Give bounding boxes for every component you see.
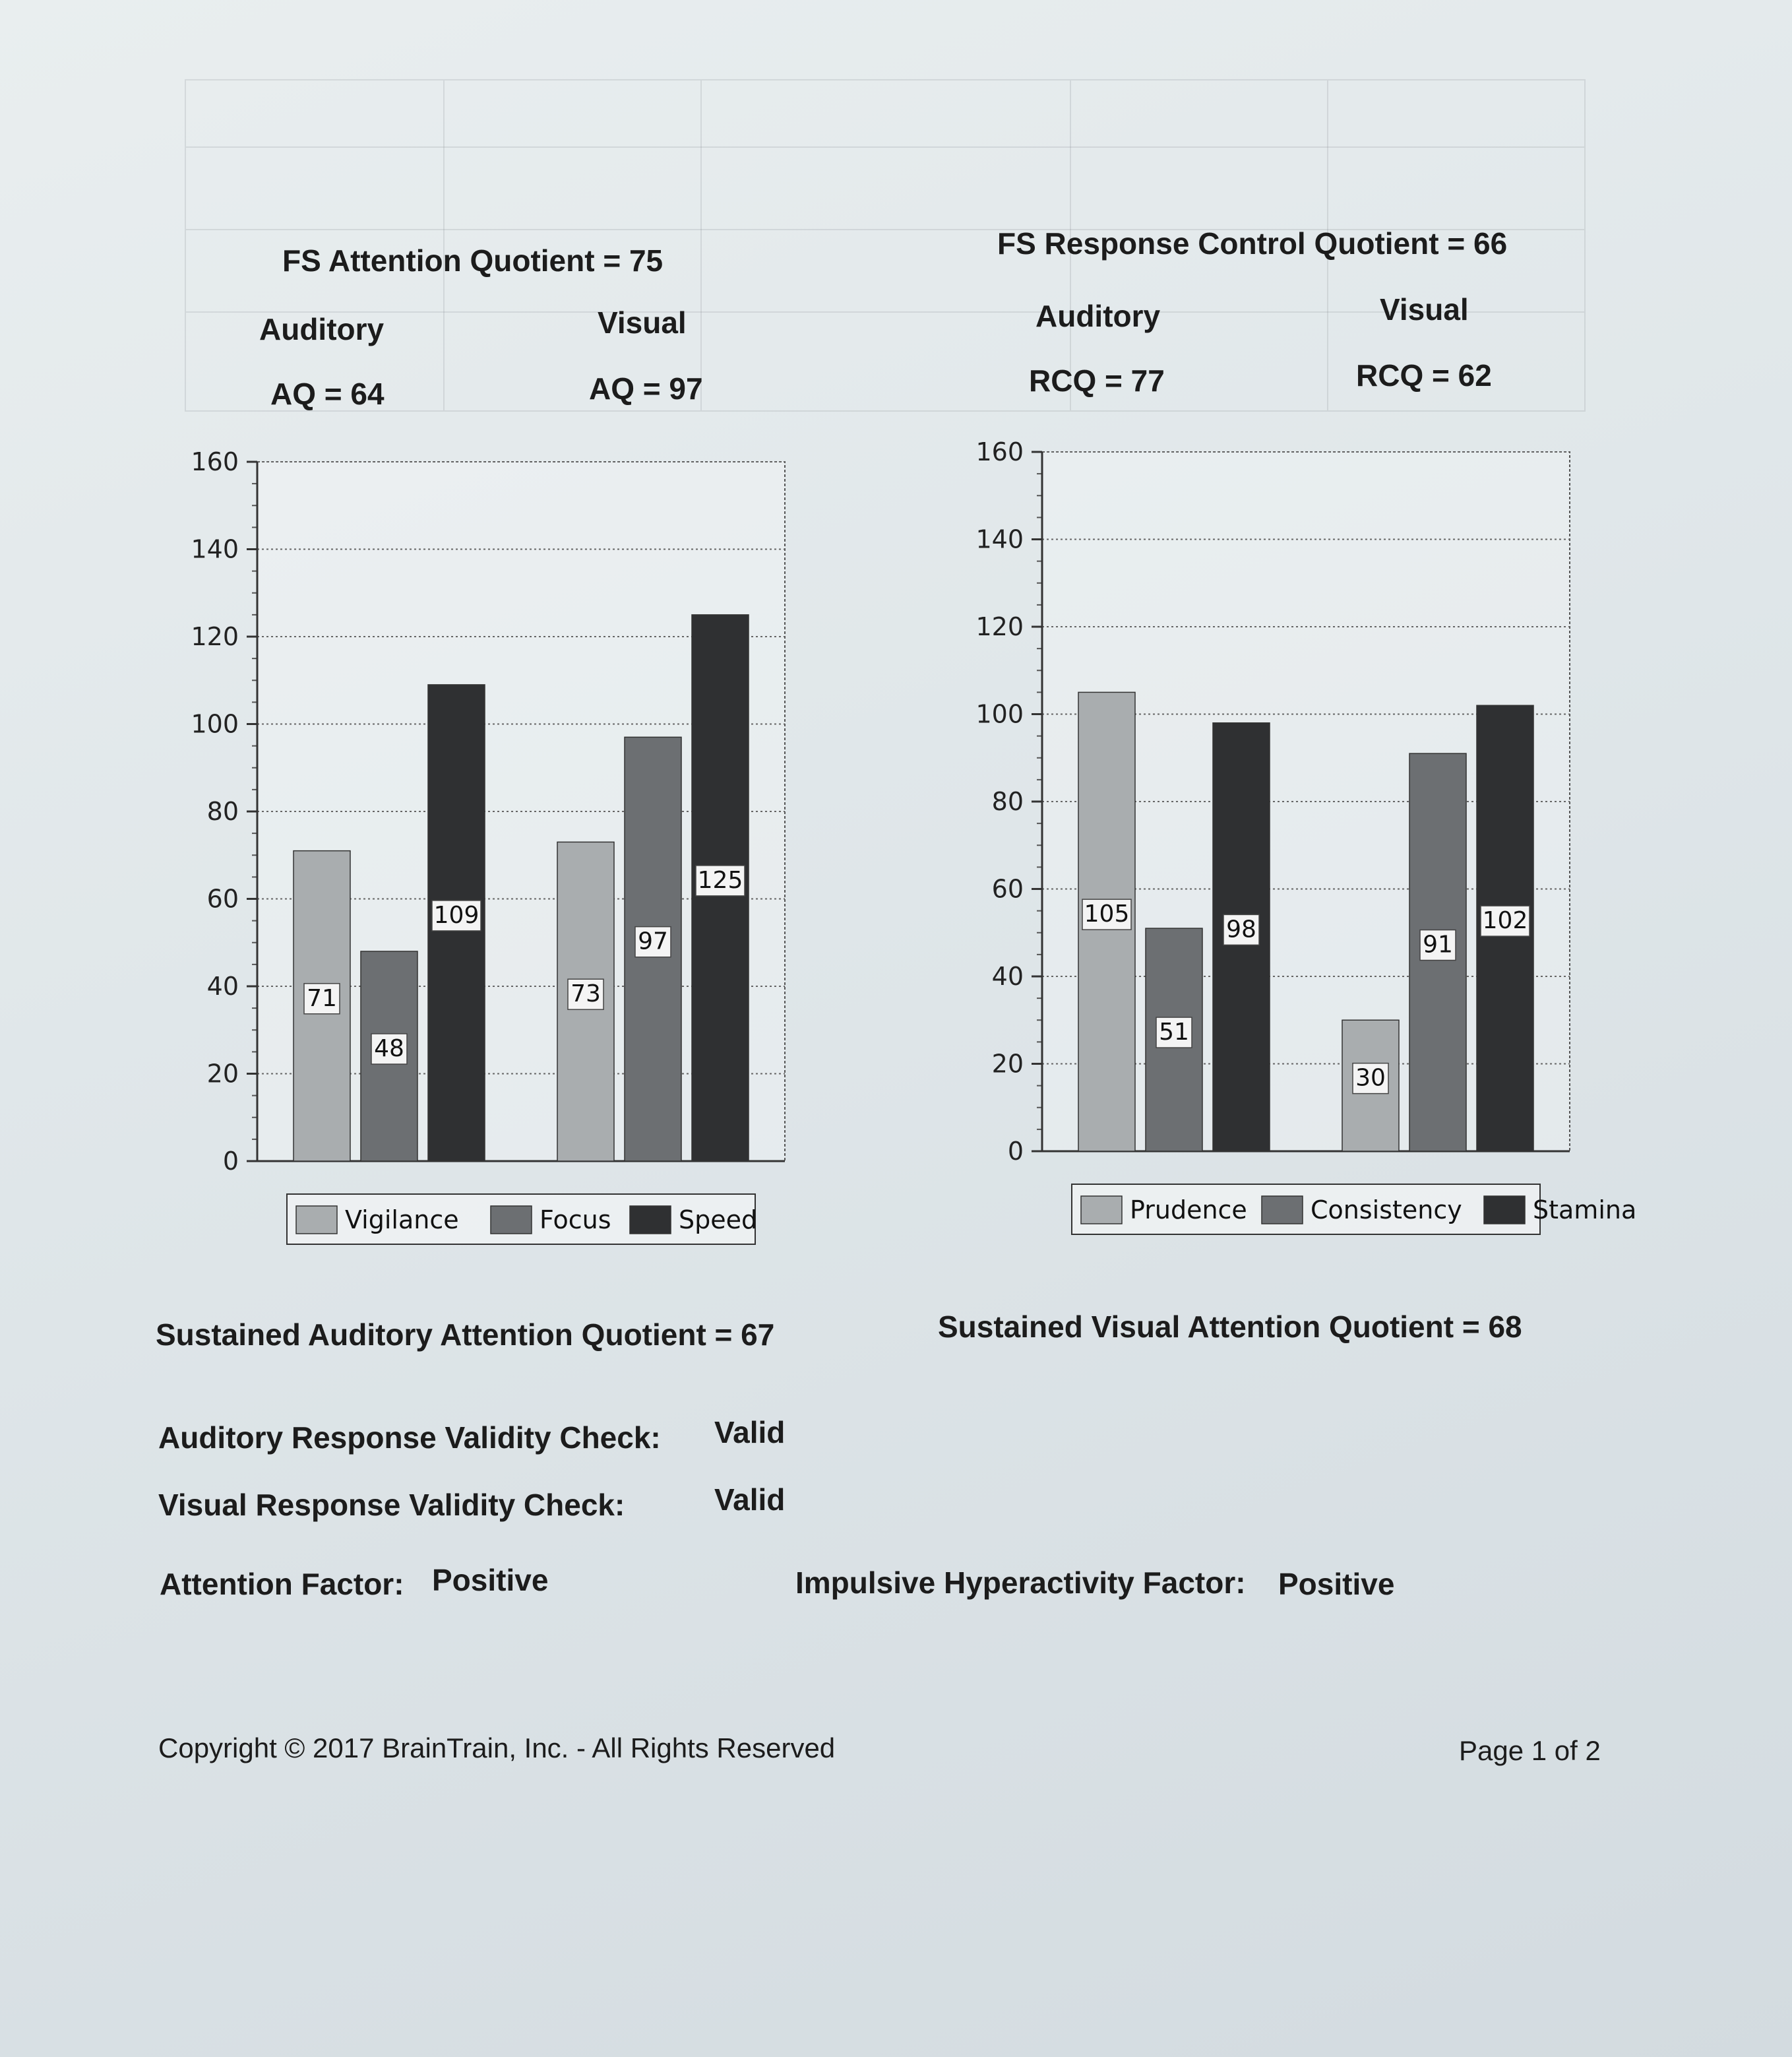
attention-factor-label: Attention Factor: xyxy=(160,1567,404,1601)
y-tick-label: 80 xyxy=(991,787,1024,816)
data-label: 109 xyxy=(433,901,479,929)
y-tick-label: 60 xyxy=(991,874,1024,904)
data-label: 71 xyxy=(307,984,337,1012)
y-tick-label: 100 xyxy=(975,699,1024,729)
legend-label-speed: Speed xyxy=(679,1205,758,1234)
fs-response-visual-label: Visual xyxy=(1380,292,1469,327)
data-label: 51 xyxy=(1159,1019,1189,1046)
data-label: 97 xyxy=(638,928,668,955)
impulsive-factor-label: Impulsive Hyperactivity Factor: xyxy=(795,1566,1246,1600)
data-label: 48 xyxy=(374,1035,404,1062)
visual-validity-label: Visual Response Validity Check: xyxy=(158,1488,625,1522)
y-tick-label: 140 xyxy=(975,524,1024,554)
fs-response-title: FS Response Control Quotient = 66 xyxy=(997,226,1508,261)
y-tick-label: 0 xyxy=(1007,1137,1024,1166)
data-label: 105 xyxy=(1084,901,1130,928)
legend-label-vigilance: Vigilance xyxy=(345,1205,459,1234)
legend-swatch-stamina xyxy=(1484,1196,1525,1224)
fs-attention-title: FS Attention Quotient = 75 xyxy=(282,243,664,278)
sustained-visual-quotient: Sustained Visual Attention Quotient = 68 xyxy=(938,1310,1522,1344)
data-label: 98 xyxy=(1226,916,1256,943)
legend-label-prudence: Prudence xyxy=(1130,1195,1247,1224)
y-tick-label: 100 xyxy=(191,709,239,739)
fs-response-visual-value: RCQ = 62 xyxy=(1356,358,1492,393)
copyright-footer: Copyright © 2017 BrainTrain, Inc. - All Rights Reserved xyxy=(158,1732,836,1763)
attention-factor-value: Positive xyxy=(432,1563,549,1597)
legend-swatch-speed xyxy=(630,1206,671,1234)
legend-swatch-vigilance xyxy=(296,1206,337,1234)
fs-attention-visual-value: AQ = 97 xyxy=(589,371,703,406)
y-tick-label: 140 xyxy=(191,534,239,564)
legend-label-consistency: Consistency xyxy=(1311,1195,1462,1224)
data-label: 73 xyxy=(571,980,601,1008)
fs-response-auditory-label: Auditory xyxy=(1035,299,1161,333)
y-tick-label: 40 xyxy=(991,962,1024,991)
data-label: 30 xyxy=(1355,1064,1386,1092)
y-tick-label: 40 xyxy=(206,972,239,1001)
data-label: 125 xyxy=(697,866,743,894)
fs-response-auditory-value: RCQ = 77 xyxy=(1029,364,1165,398)
y-tick-label: 60 xyxy=(206,884,239,914)
y-tick-label: 20 xyxy=(991,1049,1024,1079)
legend-swatch-prudence xyxy=(1081,1196,1122,1224)
auditory-validity-value: Valid xyxy=(714,1415,786,1449)
y-tick-label: 80 xyxy=(206,797,239,826)
impulsive-factor-value: Positive xyxy=(1278,1567,1395,1601)
page-number: Page 1 of 2 xyxy=(1459,1735,1601,1766)
data-label: 91 xyxy=(1423,931,1453,959)
response-control-bar-chart xyxy=(950,426,1637,1250)
fs-attention-auditory-value: AQ = 64 xyxy=(270,377,385,411)
y-tick-label: 160 xyxy=(975,437,1024,466)
fs-attention-auditory-label: Auditory xyxy=(259,312,385,346)
sustained-auditory-quotient: Sustained Auditory Attention Quotient = 67 xyxy=(156,1317,775,1352)
y-tick-label: 20 xyxy=(206,1059,239,1089)
data-label: 102 xyxy=(1482,907,1528,935)
y-tick-label: 120 xyxy=(191,622,239,651)
legend-swatch-consistency xyxy=(1262,1196,1303,1224)
fs-attention-visual-label: Visual xyxy=(598,305,687,340)
y-tick-label: 160 xyxy=(191,447,239,476)
y-tick-label: 120 xyxy=(975,612,1024,641)
attention-bar-chart xyxy=(165,435,811,1260)
legend-label-focus: Focus xyxy=(540,1205,611,1234)
legend-swatch-focus xyxy=(491,1206,532,1234)
y-tick-label: 0 xyxy=(222,1147,239,1176)
auditory-validity-label: Auditory Response Validity Check: xyxy=(158,1420,661,1455)
legend-label-stamina: Stamina xyxy=(1533,1195,1637,1224)
visual-validity-value: Valid xyxy=(714,1482,786,1517)
